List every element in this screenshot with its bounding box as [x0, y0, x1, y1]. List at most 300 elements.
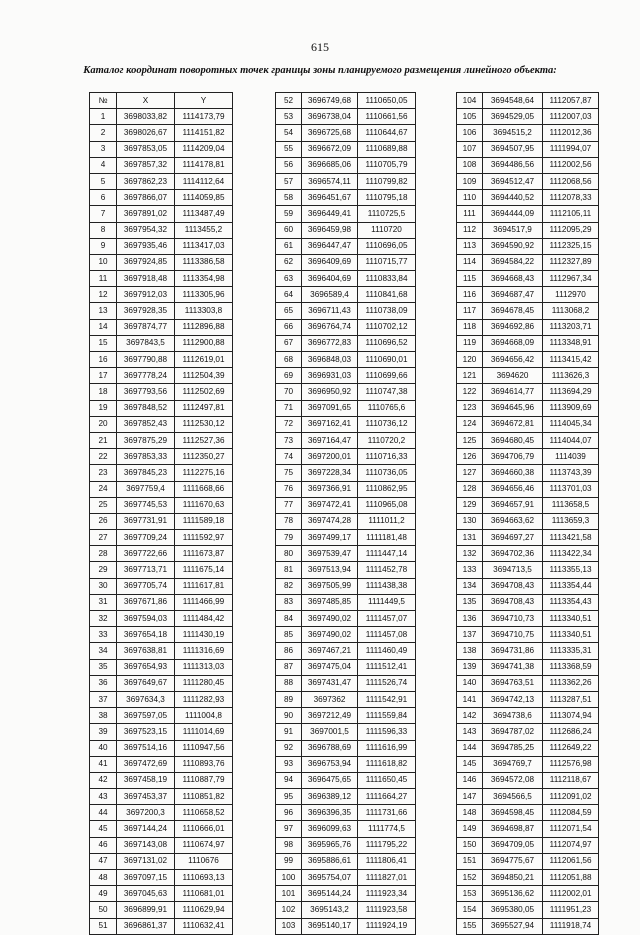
point-number: 155	[457, 918, 483, 934]
y-coordinate: 1112686,24	[543, 724, 599, 740]
x-coordinate: 3697918,48	[117, 271, 175, 287]
x-coordinate: 3695140,17	[302, 918, 358, 934]
x-coordinate: 3697228,34	[302, 465, 358, 481]
y-coordinate: 1112325,15	[543, 238, 599, 254]
x-coordinate: 3696451,67	[302, 190, 358, 206]
x-coordinate: 3696711,43	[302, 303, 358, 319]
header-number: №	[90, 93, 117, 109]
point-number: 136	[457, 611, 483, 627]
table-row	[276, 675, 416, 691]
y-coordinate: 1110747,38	[358, 384, 416, 400]
y-coordinate: 1113694,29	[543, 384, 599, 400]
point-number: 57	[276, 173, 302, 189]
page-number: 615	[311, 40, 329, 54]
table-row	[457, 513, 599, 529]
table-row	[457, 368, 599, 384]
point-number: 63	[276, 271, 302, 287]
point-number: 105	[457, 109, 483, 125]
y-coordinate: 1113368,59	[543, 659, 599, 675]
table-row	[457, 416, 599, 432]
table-row	[457, 206, 599, 222]
table-row	[457, 222, 599, 238]
point-number: 91	[276, 724, 302, 740]
point-number: 19	[90, 400, 117, 416]
table-row	[276, 319, 416, 335]
y-coordinate: 1111675,14	[175, 562, 233, 578]
table-row	[90, 319, 233, 335]
table-row	[276, 465, 416, 481]
y-coordinate: 1111668,66	[175, 481, 233, 497]
table-row	[276, 530, 416, 546]
x-coordinate: 3696672,09	[302, 141, 358, 157]
table-row	[457, 465, 599, 481]
table-row	[457, 190, 599, 206]
x-coordinate: 3696764,74	[302, 319, 358, 335]
x-coordinate: 3695136,62	[483, 886, 543, 902]
y-coordinate: 1110689,88	[358, 141, 416, 157]
x-coordinate: 3694706,79	[483, 449, 543, 465]
table-row	[276, 627, 416, 643]
y-coordinate: 1112074,97	[543, 837, 599, 853]
x-coordinate: 3694444,09	[483, 206, 543, 222]
x-coordinate: 3697654,18	[117, 627, 175, 643]
x-coordinate: 3695143,2	[302, 902, 358, 918]
table-row	[276, 238, 416, 254]
y-coordinate: 1111617,81	[175, 578, 233, 594]
point-number: 68	[276, 352, 302, 368]
point-number: 17	[90, 368, 117, 384]
point-number: 35	[90, 659, 117, 675]
point-number: 54	[276, 125, 302, 141]
point-number: 152	[457, 870, 483, 886]
point-number: 124	[457, 416, 483, 432]
x-coordinate: 3695527,94	[483, 918, 543, 934]
x-coordinate: 3694708,43	[483, 594, 543, 610]
x-coordinate: 3697848,52	[117, 400, 175, 416]
point-number: 154	[457, 902, 483, 918]
point-number: 98	[276, 837, 302, 853]
y-coordinate: 1113074,94	[543, 708, 599, 724]
x-coordinate: 3694614,77	[483, 384, 543, 400]
table-row	[90, 853, 233, 869]
y-coordinate: 1111806,41	[358, 853, 416, 869]
header-y: Y	[175, 93, 233, 109]
x-coordinate: 3695965,76	[302, 837, 358, 853]
point-number: 107	[457, 141, 483, 157]
table-row	[457, 627, 599, 643]
point-number: 77	[276, 497, 302, 513]
point-number: 5	[90, 173, 117, 189]
point-number: 11	[90, 271, 117, 287]
table-row	[457, 708, 599, 724]
y-coordinate: 1112007,03	[543, 109, 599, 125]
y-coordinate: 1111449,5	[358, 594, 416, 610]
y-coordinate: 1110676	[175, 853, 233, 869]
x-coordinate: 3695380,05	[483, 902, 543, 918]
point-number: 7	[90, 206, 117, 222]
table-row	[90, 643, 233, 659]
table-row	[276, 562, 416, 578]
table-row	[276, 400, 416, 416]
y-coordinate: 1110658,52	[175, 805, 233, 821]
point-number: 34	[90, 643, 117, 659]
point-number: 72	[276, 416, 302, 432]
table-row	[457, 740, 599, 756]
y-coordinate: 1113348,91	[543, 335, 599, 351]
y-coordinate: 1110690,01	[358, 352, 416, 368]
y-coordinate: 1112068,56	[543, 173, 599, 189]
table-row	[457, 724, 599, 740]
y-coordinate: 1111616,99	[358, 740, 416, 756]
x-coordinate: 3694687,47	[483, 287, 543, 303]
point-number: 112	[457, 222, 483, 238]
x-coordinate: 3694738,6	[483, 708, 543, 724]
point-number: 37	[90, 691, 117, 707]
x-coordinate: 3697131,02	[117, 853, 175, 869]
table-row	[457, 902, 599, 918]
point-number: 41	[90, 756, 117, 772]
y-coordinate: 1113362,26	[543, 675, 599, 691]
table-row	[457, 659, 599, 675]
x-coordinate: 3698026,67	[117, 125, 175, 141]
y-coordinate: 1111618,82	[358, 756, 416, 772]
table-row	[276, 789, 416, 805]
point-number: 69	[276, 368, 302, 384]
y-coordinate: 1113305,96	[175, 287, 233, 303]
y-coordinate: 1112071,54	[543, 821, 599, 837]
x-coordinate: 3697212,49	[302, 708, 358, 724]
point-number: 1	[90, 109, 117, 125]
table-row	[276, 886, 416, 902]
x-coordinate: 3697852,43	[117, 416, 175, 432]
table-row	[276, 805, 416, 821]
x-coordinate: 3694708,43	[483, 578, 543, 594]
point-number: 67	[276, 335, 302, 351]
y-coordinate: 1110702,12	[358, 319, 416, 335]
table-row	[457, 562, 599, 578]
y-coordinate: 1111447,14	[358, 546, 416, 562]
table-row	[276, 724, 416, 740]
point-number: 50	[90, 902, 117, 918]
point-number: 94	[276, 772, 302, 788]
point-number: 48	[90, 870, 117, 886]
y-coordinate: 1110736,05	[358, 465, 416, 481]
table-row	[90, 691, 233, 707]
point-number: 92	[276, 740, 302, 756]
table-row	[90, 513, 233, 529]
point-number: 32	[90, 611, 117, 627]
y-coordinate: 1110738,09	[358, 303, 416, 319]
x-coordinate: 3696725,68	[302, 125, 358, 141]
x-coordinate: 3696447,47	[302, 238, 358, 254]
y-coordinate: 1112649,22	[543, 740, 599, 756]
coordinates-table-1	[89, 92, 233, 935]
table-row	[457, 481, 599, 497]
point-number: 140	[457, 675, 483, 691]
x-coordinate: 3696861,37	[117, 918, 175, 934]
point-number: 36	[90, 675, 117, 691]
x-coordinate: 3694710,75	[483, 627, 543, 643]
table-row	[276, 837, 416, 853]
x-coordinate: 3694775,67	[483, 853, 543, 869]
point-number: 45	[90, 821, 117, 837]
table-row	[457, 125, 599, 141]
point-number: 74	[276, 449, 302, 465]
table-row	[90, 886, 233, 902]
x-coordinate: 3696574,11	[302, 173, 358, 189]
point-number: 64	[276, 287, 302, 303]
x-coordinate: 3697514,16	[117, 740, 175, 756]
table-row	[276, 173, 416, 189]
table-row	[90, 837, 233, 853]
y-coordinate: 1112002,01	[543, 886, 599, 902]
table-row	[90, 352, 233, 368]
table-row	[457, 643, 599, 659]
table-row	[276, 643, 416, 659]
point-number: 3	[90, 141, 117, 157]
table-row	[90, 546, 233, 562]
point-number: 86	[276, 643, 302, 659]
y-coordinate: 1110841,68	[358, 287, 416, 303]
x-coordinate: 3696738,04	[302, 109, 358, 125]
x-coordinate: 3694598,45	[483, 805, 543, 821]
point-number: 25	[90, 497, 117, 513]
table-row	[276, 546, 416, 562]
x-coordinate: 3694713,5	[483, 562, 543, 578]
y-coordinate: 1112497,81	[175, 400, 233, 416]
y-coordinate: 1112012,36	[543, 125, 599, 141]
point-number: 52	[276, 93, 302, 109]
y-coordinate: 1113421,58	[543, 530, 599, 546]
point-number: 123	[457, 400, 483, 416]
table-row	[90, 756, 233, 772]
y-coordinate: 1111430,19	[175, 627, 233, 643]
x-coordinate: 3697200,01	[302, 449, 358, 465]
table-row	[457, 789, 599, 805]
x-coordinate: 3694584,22	[483, 254, 543, 270]
y-coordinate: 1112091,02	[543, 789, 599, 805]
y-coordinate: 1110705,79	[358, 157, 416, 173]
point-number: 142	[457, 708, 483, 724]
table-row	[90, 594, 233, 610]
table-row	[276, 109, 416, 125]
table-row	[90, 611, 233, 627]
y-coordinate: 1112078,33	[543, 190, 599, 206]
x-coordinate: 3697853,33	[117, 449, 175, 465]
y-coordinate: 1112896,88	[175, 319, 233, 335]
point-number: 71	[276, 400, 302, 416]
x-coordinate: 3697790,88	[117, 352, 175, 368]
y-coordinate: 1110693,13	[175, 870, 233, 886]
point-number: 111	[457, 206, 483, 222]
table-row	[457, 173, 599, 189]
x-coordinate: 3697474,28	[302, 513, 358, 529]
table-row	[90, 254, 233, 270]
y-coordinate: 1112061,56	[543, 853, 599, 869]
y-coordinate: 1111918,74	[543, 918, 599, 934]
point-number: 30	[90, 578, 117, 594]
y-coordinate: 1110699,66	[358, 368, 416, 384]
point-number: 15	[90, 335, 117, 351]
table-row	[90, 141, 233, 157]
y-coordinate: 1111596,33	[358, 724, 416, 740]
x-coordinate: 3697722,66	[117, 546, 175, 562]
y-coordinate: 1112095,29	[543, 222, 599, 238]
point-number: 150	[457, 837, 483, 853]
x-coordinate: 3697200,3	[117, 805, 175, 821]
point-number: 14	[90, 319, 117, 335]
x-coordinate: 3694572,08	[483, 772, 543, 788]
x-coordinate: 3696099,63	[302, 821, 358, 837]
point-number: 23	[90, 465, 117, 481]
y-coordinate: 1112900,88	[175, 335, 233, 351]
y-coordinate: 1112118,67	[543, 772, 599, 788]
x-coordinate: 3694678,45	[483, 303, 543, 319]
table-row	[457, 157, 599, 173]
x-coordinate: 3694709,05	[483, 837, 543, 853]
x-coordinate: 3694645,96	[483, 400, 543, 416]
x-coordinate: 3697162,41	[302, 416, 358, 432]
point-number: 88	[276, 675, 302, 691]
y-coordinate: 1111923,58	[358, 902, 416, 918]
point-number: 100	[276, 870, 302, 886]
x-coordinate: 3696788,69	[302, 740, 358, 756]
y-coordinate: 1110696,52	[358, 335, 416, 351]
y-coordinate: 1110674,97	[175, 837, 233, 853]
x-coordinate: 3694702,36	[483, 546, 543, 562]
x-coordinate: 3696409,69	[302, 254, 358, 270]
table-row	[457, 432, 599, 448]
x-coordinate: 3697091,65	[302, 400, 358, 416]
x-coordinate: 3698033,82	[117, 109, 175, 125]
table-row	[276, 821, 416, 837]
table-row	[90, 578, 233, 594]
table-row	[276, 206, 416, 222]
x-coordinate: 3697505,99	[302, 578, 358, 594]
point-number: 44	[90, 805, 117, 821]
y-coordinate: 1110799,82	[358, 173, 416, 189]
point-number: 27	[90, 530, 117, 546]
table-row	[90, 562, 233, 578]
y-coordinate: 1113203,71	[543, 319, 599, 335]
y-coordinate: 1114059,85	[175, 190, 233, 206]
x-coordinate: 3697793,56	[117, 384, 175, 400]
x-coordinate: 3694742,13	[483, 691, 543, 707]
y-coordinate: 1113287,51	[543, 691, 599, 707]
point-number: 84	[276, 611, 302, 627]
x-coordinate: 3697539,47	[302, 546, 358, 562]
point-number: 78	[276, 513, 302, 529]
y-coordinate: 1112527,36	[175, 432, 233, 448]
point-number: 122	[457, 384, 483, 400]
y-coordinate: 1113303,8	[175, 303, 233, 319]
y-coordinate: 1111484,42	[175, 611, 233, 627]
x-coordinate: 3697164,47	[302, 432, 358, 448]
y-coordinate: 1111542,91	[358, 691, 416, 707]
table-row	[90, 497, 233, 513]
table-row	[90, 271, 233, 287]
y-coordinate: 1110887,79	[175, 772, 233, 788]
x-coordinate: 3697912,03	[117, 287, 175, 303]
point-number: 120	[457, 352, 483, 368]
y-coordinate: 1113487,49	[175, 206, 233, 222]
point-number: 13	[90, 303, 117, 319]
table-row	[276, 432, 416, 448]
point-number: 139	[457, 659, 483, 675]
x-coordinate: 3694680,45	[483, 432, 543, 448]
point-number: 29	[90, 562, 117, 578]
y-coordinate: 1112105,11	[543, 206, 599, 222]
point-number: 151	[457, 853, 483, 869]
point-number: 101	[276, 886, 302, 902]
table-row	[90, 481, 233, 497]
y-coordinate: 1110666,01	[175, 821, 233, 837]
x-coordinate: 3696749,68	[302, 93, 358, 109]
y-coordinate: 1111316,69	[175, 643, 233, 659]
y-coordinate: 1111924,19	[358, 918, 416, 934]
x-coordinate: 3696848,03	[302, 352, 358, 368]
y-coordinate: 1113701,03	[543, 481, 599, 497]
point-number: 131	[457, 530, 483, 546]
point-number: 2	[90, 125, 117, 141]
y-coordinate: 1113417,03	[175, 238, 233, 254]
x-coordinate: 3694668,43	[483, 271, 543, 287]
table-row	[276, 659, 416, 675]
point-number: 53	[276, 109, 302, 125]
y-coordinate: 1113422,34	[543, 546, 599, 562]
y-coordinate: 1110715,77	[358, 254, 416, 270]
table-row	[457, 546, 599, 562]
point-number: 135	[457, 594, 483, 610]
point-number: 137	[457, 627, 483, 643]
y-coordinate: 1114151,82	[175, 125, 233, 141]
x-coordinate: 3696404,69	[302, 271, 358, 287]
table-row	[276, 93, 416, 109]
x-coordinate: 3697431,47	[302, 675, 358, 691]
y-coordinate: 1110851,82	[175, 789, 233, 805]
table-row	[457, 870, 599, 886]
y-coordinate: 1112057,87	[543, 93, 599, 109]
y-coordinate: 1110681,01	[175, 886, 233, 902]
table-row	[276, 222, 416, 238]
table-row	[276, 157, 416, 173]
table-row	[457, 918, 599, 934]
y-coordinate: 1111795,22	[358, 837, 416, 853]
x-coordinate: 3694548,64	[483, 93, 543, 109]
y-coordinate: 1111664,27	[358, 789, 416, 805]
x-coordinate: 3697523,15	[117, 724, 175, 740]
point-number: 43	[90, 789, 117, 805]
y-coordinate: 1111994,07	[543, 141, 599, 157]
y-coordinate: 1110629,94	[175, 902, 233, 918]
x-coordinate: 3697475,04	[302, 659, 358, 675]
point-number: 81	[276, 562, 302, 578]
table-row	[457, 287, 599, 303]
point-number: 20	[90, 416, 117, 432]
y-coordinate: 1110862,95	[358, 481, 416, 497]
y-coordinate: 1111460,49	[358, 643, 416, 659]
x-coordinate: 3694710,73	[483, 611, 543, 627]
y-coordinate: 1110893,76	[175, 756, 233, 772]
y-coordinate: 1111280,45	[175, 675, 233, 691]
y-coordinate: 1114112,64	[175, 173, 233, 189]
y-coordinate: 1111827,01	[358, 870, 416, 886]
y-coordinate: 1112275,16	[175, 465, 233, 481]
x-coordinate: 3694620	[483, 368, 543, 384]
x-coordinate: 3697513,94	[302, 562, 358, 578]
x-coordinate: 3696475,65	[302, 772, 358, 788]
x-coordinate: 3694668,09	[483, 335, 543, 351]
